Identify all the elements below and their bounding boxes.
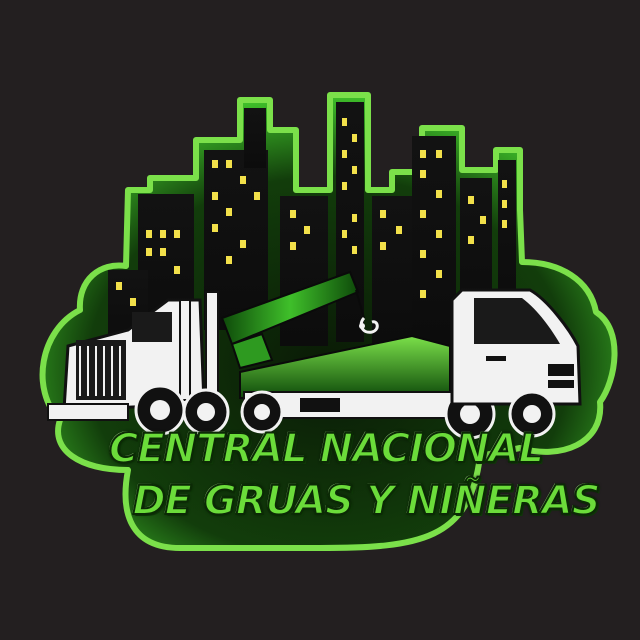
logo-title-line-2: DE GRUAS Y NIÑERAS	[132, 478, 600, 524]
logo-title-line-1: CENTRAL NACIONAL	[109, 426, 543, 472]
